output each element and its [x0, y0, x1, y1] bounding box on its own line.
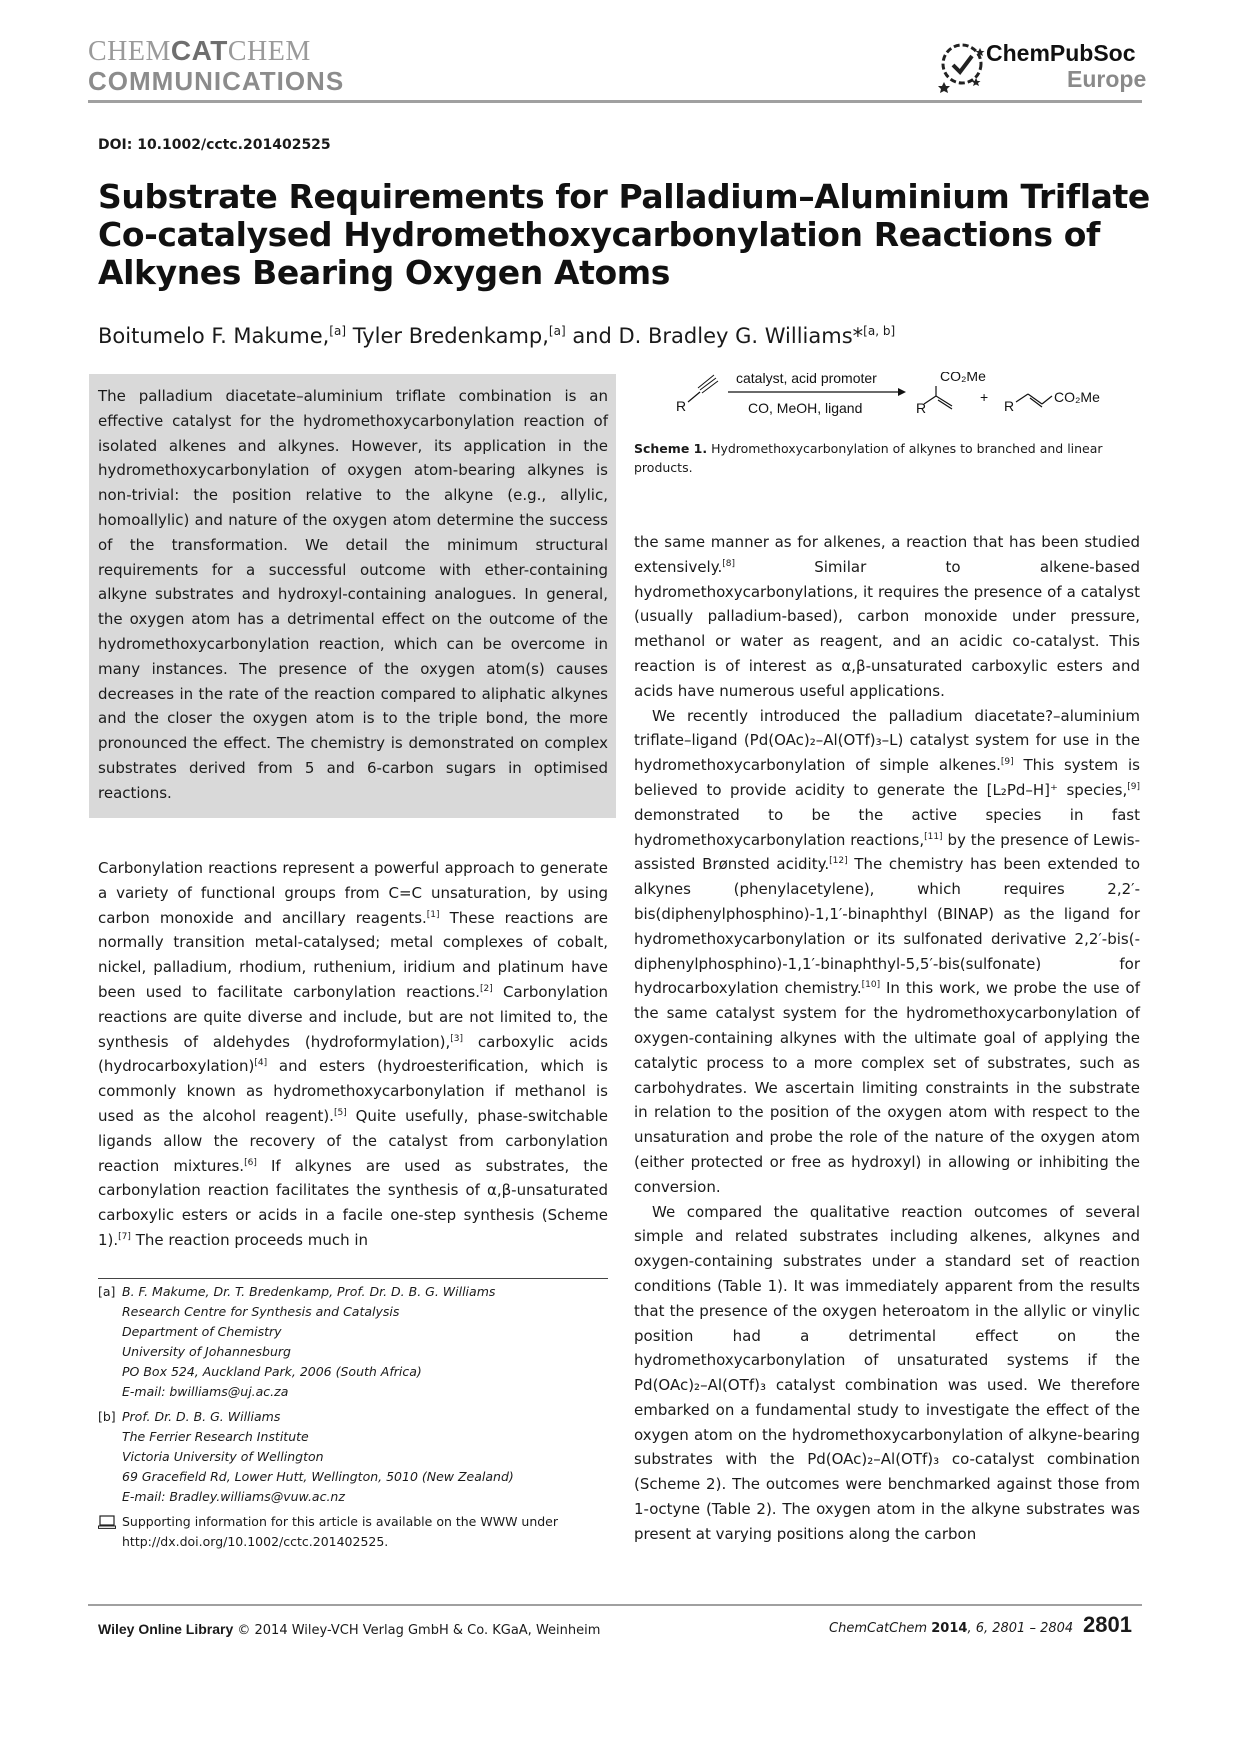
citation-10: [10]	[861, 980, 881, 991]
citation-3: [3]	[450, 1033, 463, 1044]
page-number: 2801	[1083, 1612, 1132, 1637]
citation-5: [5]	[333, 1107, 347, 1118]
scheme-co2me-linear: CO₂Me	[1054, 389, 1100, 405]
scheme-r-branched: R	[916, 400, 927, 416]
affiliation-a: [a] B. F. Makume, Dr. T. Bredenkamp, Prof. Dr. D. B. G. Williams Research Centre for Synthesis and Catalysis Department of Chemistry University of Johannesburg PO Box 524, Auckland Park, 2006 (South Africa) E-mail: bwilliams@uj.ac.za	[98, 1282, 618, 1402]
doi: DOI: 10.1002/cctc.201402525	[98, 137, 331, 153]
scheme-co2me-branched: CO₂Me	[940, 372, 986, 384]
journal-name	[88, 36, 311, 67]
header-divider	[88, 100, 1142, 103]
author-list	[98, 318, 895, 349]
journal-name-cat: CAT	[170, 35, 228, 66]
journal-name-chem1: CHEM	[88, 36, 171, 67]
title-line-1: Substrate Requirements for Palladium–Aluminium Triflate	[98, 177, 1150, 216]
scheme-1-caption-label: Scheme 1.	[634, 441, 708, 456]
author-3: and D. Bradley G. Williams*	[565, 324, 864, 348]
author-2-affiliation: [a]	[548, 324, 566, 338]
affiliation-b: [b] Prof. Dr. D. B. G. Williams The Ferrier Research Institute Victoria University of Wellington 69 Gracefield Rd, Lower Hutt, Wellington, 5010 (New Zealand) E-mail: Bradley.williams@vuw.ac.nz	[98, 1407, 618, 1507]
footnote-divider	[98, 1278, 608, 1279]
supporting-info-link[interactable]: http://dx.doi.org/10.1002/cctc.201402525.	[122, 1534, 389, 1549]
scheme-conditions-bottom: CO, MeOH, ligand	[748, 400, 863, 416]
scheme-1-caption-text: Hydromethoxycarbonylation of alkynes to branched and linear products.	[634, 441, 1103, 475]
scheme-1-diagram	[640, 372, 1140, 442]
wiley-online-library-link[interactable]: Wiley Online Library	[98, 1621, 234, 1637]
citation-volume-pages: , 6, 2801 – 2804	[967, 1621, 1074, 1636]
title-line-2: Co-catalysed Hydromethoxycarbonylation Reactions of	[98, 215, 1100, 254]
abstract: The palladium diacetate–aluminium triflate combination is an effective catalyst for the hydromethoxycarbonylation reaction of isolated alkenes and alkynes. However, its application in the hydromethoxycarbonylation of oxygen atom-bearing alkynes is non-trivial: the position relative to the alkyne (e.g., allylic, homoallylic) and nature of the oxygen atom determine the success of the transformation. We detail the minimum structural requirements for a successful outcome with ether-containing alkyne substrates and hydroxyl-containing analogues. In general, the oxygen atom has a detrimental effect on the outcome of the hydromethoxycarbonylation reaction, which can be overcome in many instances. The presence of the oxygen atom(s) causes decreases in the rate of the reaction compared to aliphatic alkynes and the closer the oxygen atom is to the triple bond, the more pronounced the effect. The chemistry is demonstrated on complex substrates derived from 5 and 6-carbon sugars in optimised reactions.	[98, 387, 608, 802]
email-link[interactable]: E-mail: bwilliams@uj.ac.za	[122, 1384, 289, 1399]
footer-citation	[829, 1620, 1073, 1638]
body-paragraph: the same manner as for alkenes, a reaction that has been studied extensively.[8] Similar to alkene-based hydromethoxycarbonylations, it requires the presence of a catalyst (usually palladium-based), carbon monoxide under pressure, methanol or water as reagent, and an acidic co-catalyst. This reaction is of interest as α,β-unsaturated carboxylic esters and acids have numerous useful applications.	[634, 533, 1140, 700]
citation-6: [6]	[244, 1157, 257, 1168]
publisher-name: ChemPubSoc	[986, 40, 1136, 66]
title-line-3: Alkynes Bearing Oxygen Atoms	[98, 253, 670, 292]
supporting-information-note: Supporting information for this article is available on the WWW under http://dx.doi.org/10.1002/cctc.201402525.	[98, 1512, 618, 1552]
computer-icon	[98, 1515, 116, 1529]
citation-9: [9]	[1000, 757, 1014, 768]
citation-1: [1]	[426, 909, 440, 920]
citation-12: [12]	[829, 856, 848, 867]
body-right-column	[634, 530, 1140, 1547]
body-paragraph: Carbonylation reactions represent a powerful approach to generate a variety of functional groups from C=C unsaturation, by using carbon monoxide and ancillary reagents.[1] These reactions are normally transition metal-catalysed; metal complexes of cobalt, nickel, palladium, rhodium, ruthenium, iridium and platinum have been used to facilitate carbonylation reactions.[2] Carbonylation reactions are quite diverse and include, but are not limited to, the synthesis of aldehydes (hydroformylation),[3] carboxylic acids (hydrocarboxylation)[4] and esters (hydroesterification, which is commonly known as hydromethoxycarbonylation if methanol is used as the alcohol reagent).[5] Quite usefully, phase-switchable ligands allow the recovery of the catalyst from carbonylation reaction mixtures.[6] If alkynes are used as substrates, the carbonylation reaction facilitates the synthesis of α,β-unsaturated carboxylic esters or acids in a facile one-step synthesis (Scheme 1).[7] The reaction proceeds much in	[98, 859, 609, 1249]
footer-divider	[88, 1604, 1142, 1606]
scheme-r-linear: R	[1004, 398, 1015, 414]
body-left-column	[98, 856, 608, 1253]
author-3-affiliation: [a, b]	[863, 324, 896, 338]
affiliation-b-tag: [b]	[98, 1409, 116, 1424]
citation-7: [7]	[118, 1231, 131, 1242]
scheme-plus: +	[980, 389, 989, 405]
affiliation-a-tag: [a]	[98, 1284, 116, 1299]
citation-11: [11]	[924, 831, 943, 842]
article-section: COMMUNICATIONS	[88, 66, 345, 96]
citation-4: [4]	[254, 1058, 268, 1069]
author-1-affiliation: [a]	[329, 324, 347, 338]
citation-year: 2014	[931, 1621, 968, 1636]
publisher-region: Europe	[1067, 66, 1147, 92]
body-paragraph: We compared the qualitative reaction outcomes of several simple and related substrates including alkenes, alkynes and oxygen-containing substrates under a standard set of reaction conditions (Table 1). It was immediately apparent from the results that the presence of the oxygen heteroatom in the allylic or vinylic position had a detrimental effect on the hydromethoxycarbonylation of unsaturated systems if the Pd(OAc)₂–Al(OTf)₃ catalyst combination was used. We therefore embarked on a fundamental study to investigate the effect of the oxygen atom on the hydromethoxycarbonylation of alkyne-bearing substrates with the Pd(OAc)₂–Al(OTf)₃ co-catalyst combination (Scheme 2). The outcomes were benchmarked against those from 1-octyne (Table 2). The oxygen atom in the alkyne substrates was present at varying positions along the carbon	[634, 1202, 1140, 1543]
citation-9: [9]	[1127, 781, 1140, 792]
citation-2: [2]	[479, 983, 493, 994]
copyright-text: © 2014 Wiley-VCH Verlag GmbH & Co. KGaA, Weinheim	[233, 1623, 601, 1638]
scheme-1-caption	[634, 440, 1134, 477]
body-paragraph: We recently introduced the palladium diacetate?–aluminium triflate–ligand (Pd(OAc)₂–Al(OTf)₃–L) catalyst system for use in the hydromethoxycarbonylation of simple alkenes.[9] This system is believed to provide acidity to generate the [L₂Pd–H]⁺ species,[9] demonstrated to be the active species in fast hydromethoxycarbonylation reactions,[11] by the presence of Lewis-assisted Brønsted acidity.[12] The chemistry has been extended to alkynes (phenylacetylene), which requires 2,2′-bis(diphenylphosphino)-1,1′-binaphthyl (BINAP) as the ligand for hydromethoxycarbonylation or its sulfonated derivative 2,2′-bis(-diphenylphosphino)-1,1′-binaphthyl-5,5′-bis(sulfonate) for hydrocarboxylation chemistry.[10] In this work, we probe the use of the same catalyst system for the hydromethoxycarbonylation of oxygen-containing alkynes with the ultimate goal of applying the catalytic process to a more complex set of substrates, such as carbohydrates. We ascertain limiting constraints in the substrate in relation to the position of the oxygen atom with respect to the unsaturation and probe the role of the nature of the oxygen atom (either protected or free as hydroxyl) in allowing or inhibiting the conversion.	[634, 706, 1141, 1196]
affiliation-footnotes	[98, 1282, 618, 1552]
journal-abbrev: ChemCatChem	[829, 1621, 928, 1636]
author-2: Tyler Bredenkamp,	[346, 324, 549, 348]
article-title	[98, 177, 1150, 292]
email-link[interactable]: E-mail: Bradley.williams@vuw.ac.nz	[122, 1489, 345, 1504]
journal-name-chem2: CHEM	[227, 36, 311, 67]
scheme-conditions-top: catalyst, acid promoter	[736, 372, 877, 386]
footer-copyright	[98, 1620, 600, 1640]
scheme-r-start: R	[676, 398, 687, 414]
citation-8: [8]	[722, 558, 735, 569]
author-1: Boitumelo F. Makume,	[98, 324, 330, 348]
